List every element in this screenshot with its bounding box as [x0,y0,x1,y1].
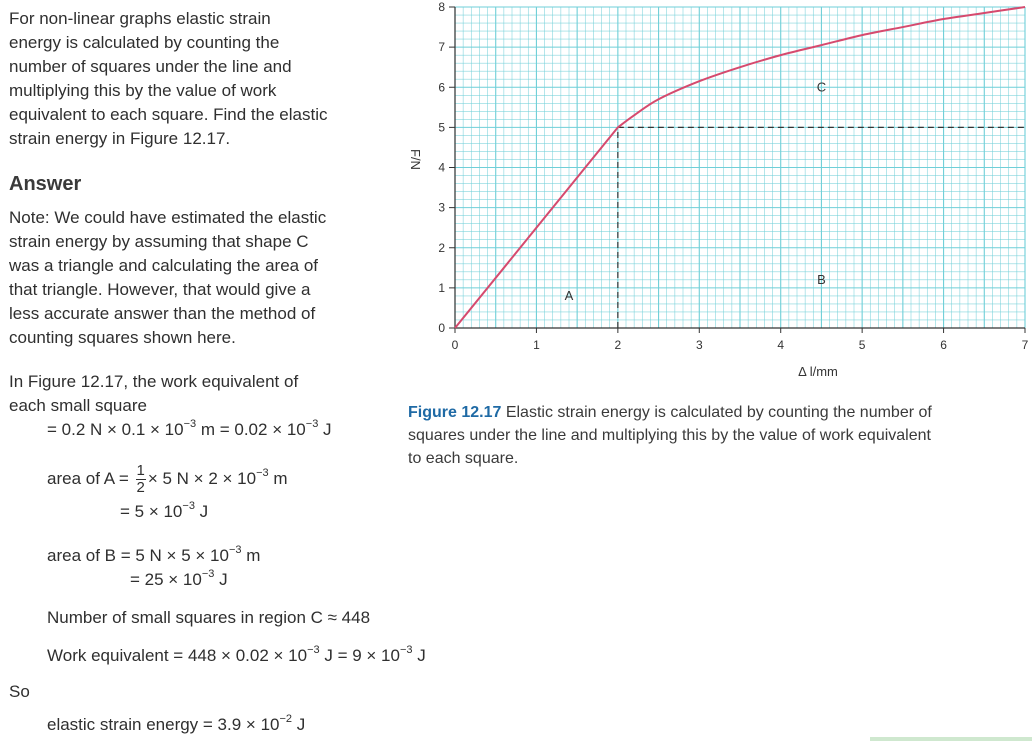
figure-caption [408,401,1028,470]
bottom-strip [870,737,1032,741]
question-line: For non-linear graphs elastic strain [9,9,271,28]
chart-ticks [438,0,1028,352]
y-tick-label: 3 [438,200,445,215]
intro-line: each small square [9,396,147,415]
answer-heading: Answer [9,173,82,195]
note-line: strain energy by assuming that shape C [9,232,309,251]
x-tick-label: 1 [533,338,540,352]
y-tick-label: 4 [438,160,445,175]
y-tick-label: 5 [438,120,445,135]
x-tick-label: 3 [695,338,703,352]
region-label: B [817,271,826,287]
final-answer: elastic strain energy = $3.9 \times 10^{-2}$ J [47,713,306,734]
x-tick-label: 5 [858,338,866,352]
note-line: was a triangle and calculating the area of [9,256,319,275]
chart-grid [455,7,1025,328]
y-tick-label: 7 [438,40,445,55]
y-axis-label: F/N [408,148,423,170]
area-b-equation: area of B = 5 $N \times 5 \times 10^{-3}$ m [47,544,261,565]
y-tick-label: 2 [438,240,445,255]
work-equivalent-total: Work equivalent = $448 \times 0.02 \times 10^{-3}$ $J = 9 \times 10^{-3}$ J [47,644,426,665]
answer-note [9,206,326,350]
region-label: A [564,287,574,303]
question-line: equivalent to each square. Find the elastic [9,105,328,124]
note-line: that triangle. However, that would give a [9,280,311,299]
intro-line: In Figure 12.17, the work equivalent of [9,372,299,391]
x-tick-label: 6 [940,338,947,352]
question-line: multiplying this by the value of work [9,81,277,100]
y-tick-label: 0 [438,321,445,335]
x-tick-label: 0 [451,338,459,352]
one-half-fraction: $\frac{1}{2}$ [136,462,145,497]
y-tick-label: 1 [438,280,445,295]
so-label: So [9,682,30,701]
question-line: number of squares under the line and [9,57,292,76]
note-line: Note: We could have estimated the elastic [9,208,327,227]
question-line: energy is calculated by counting the [9,33,280,52]
area-b-result: = $25 \times 10^{-3}$ J [130,568,228,589]
force-extension-chart [395,0,1032,395]
area-a-result: = $5 \times 10^{-3}$ J [120,500,209,521]
x-tick-label: 4 [777,338,785,352]
x-tick-label: 7 [1021,338,1029,352]
work-equivalent-equation: = 0.2 $N \times 0.1 \times 10^{-3}$ $m = 0.02 \times 10^{-3}$ J [47,418,332,439]
question-line: strain energy in Figure 12.17. [9,129,231,148]
squares-in-region-c: Number of small squares in region C ≈ 448 [47,608,371,627]
note-line: less accurate answer than the method of [9,304,316,323]
figure-caption-label: Figure 12.17 [408,404,502,421]
area-a-equation: area of A = $\frac{1}{2}$ × 5 $N \times 2 \times 10^{-3}$ m [47,462,288,497]
x-tick-label: 2 [614,338,622,352]
y-tick-label: 8 [438,0,445,14]
x-axis-label: Δ l/mm [798,364,838,379]
region-label: C [816,79,827,95]
answer-intro [9,370,298,418]
y-tick-label: 6 [438,80,445,95]
question-text [9,7,327,151]
figure-caption-line: to each square. [408,450,519,467]
chart-region-labels [565,79,826,303]
note-line: counting squares shown here. [9,328,236,347]
figure-caption-line: squares under the line and multiplying this by the value of work equivalent [408,427,931,444]
figure-caption-line: Elastic strain energy is calculated by counting the number of [501,404,932,421]
